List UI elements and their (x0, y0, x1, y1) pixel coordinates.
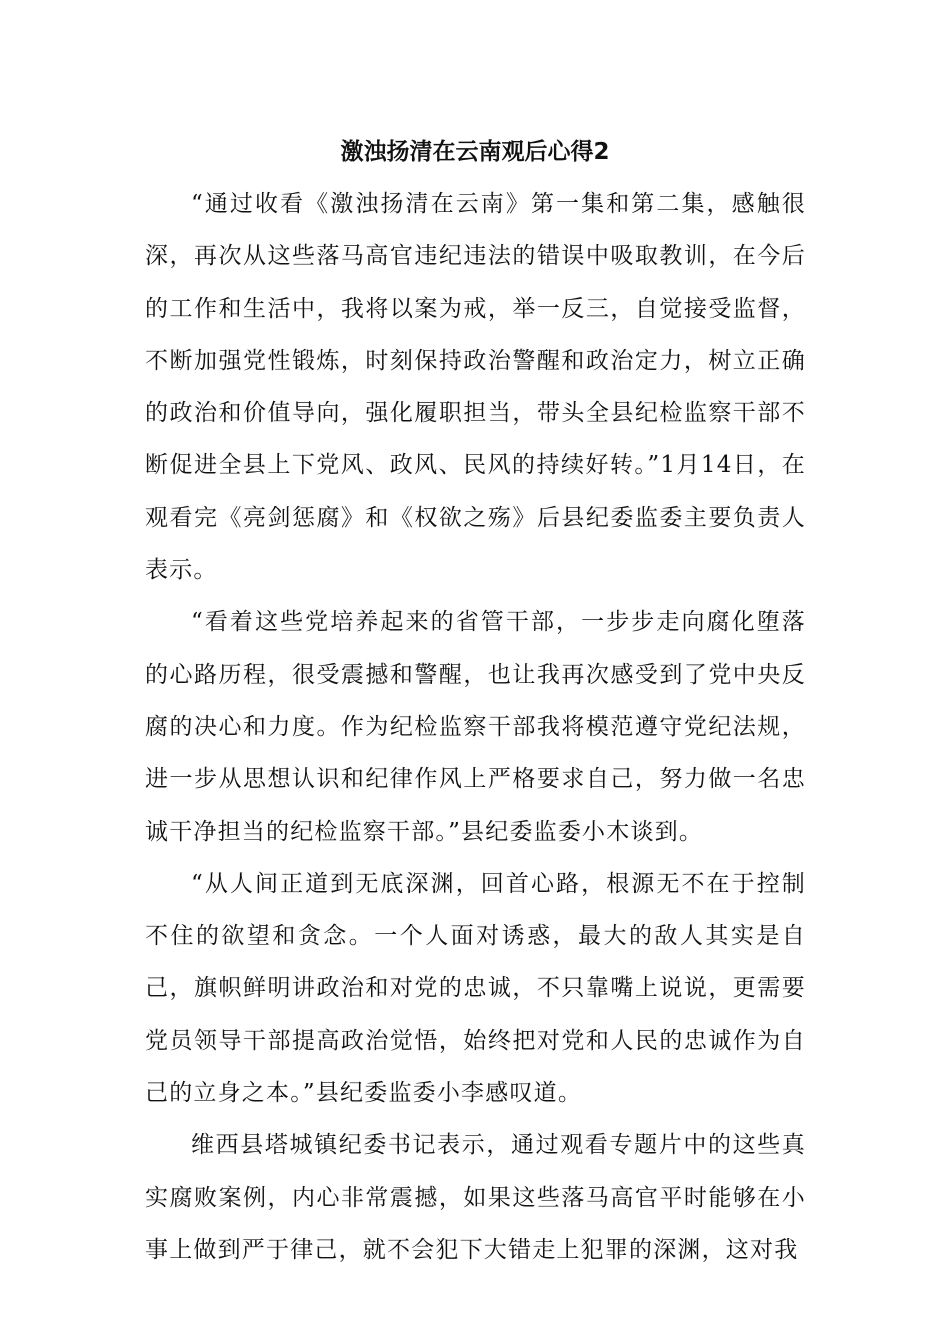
paragraph: 维西县塔城镇纪委书记表示，通过观看专题片中的这些真实腐败案例，内心非常震撼，如果这些落马高官平时能够在小事上做到严于律己，就不会犯下大错走上犯罪的深渊，这对我 (145, 1132, 806, 1263)
paragraph: “通过收看《激浊扬清在云南》第一集和第二集，感触很深，再次从这些落马高官违纪违法的错误中吸取教训，在今后的工作和生活中，我将以案为戒，举一反三，自觉接受监督，不断加强党性锻炼，时刻保持政治警醒和政治定力，树立正确的政治和价值导向，强化履职担当，带头全县纪检监察干部不断促进全县上下党风、政风、民风的持续好转。”1月14日，在观看完《亮剑惩腐》和《权欲之殇》后县纪委监委主要负责人表示。 (145, 191, 806, 584)
document-title: 激浊扬清在云南观后心得2 (340, 139, 610, 165)
paragraph: “看着这些党培养起来的省管干部，一步步走向腐化堕落的心路历程，很受震撼和警醒，也让我再次感受到了党中央反腐的决心和力度。作为纪检监察干部我将模范遵守党纪法规，进一步从思想认识和纪律作风上严格要求自己，努力做一名忠诚干净担当的纪检监察干部。”县纪委监委小木谈到。 (145, 609, 806, 845)
paragraph: “从人间正道到无底深渊，回首心路，根源无不在于控制不住的欲望和贪念。一个人面对诱惑，最大的敌人其实是自己，旗帜鲜明讲政治和对党的忠诚，不只靠嘴上说说，更需要党员领导干部提高政治觉悟，始终把对党和人民的忠诚作为自己的立身之本。”县纪委监委小李感叹道。 (145, 870, 806, 1107)
document-body (145, 178, 806, 1276)
